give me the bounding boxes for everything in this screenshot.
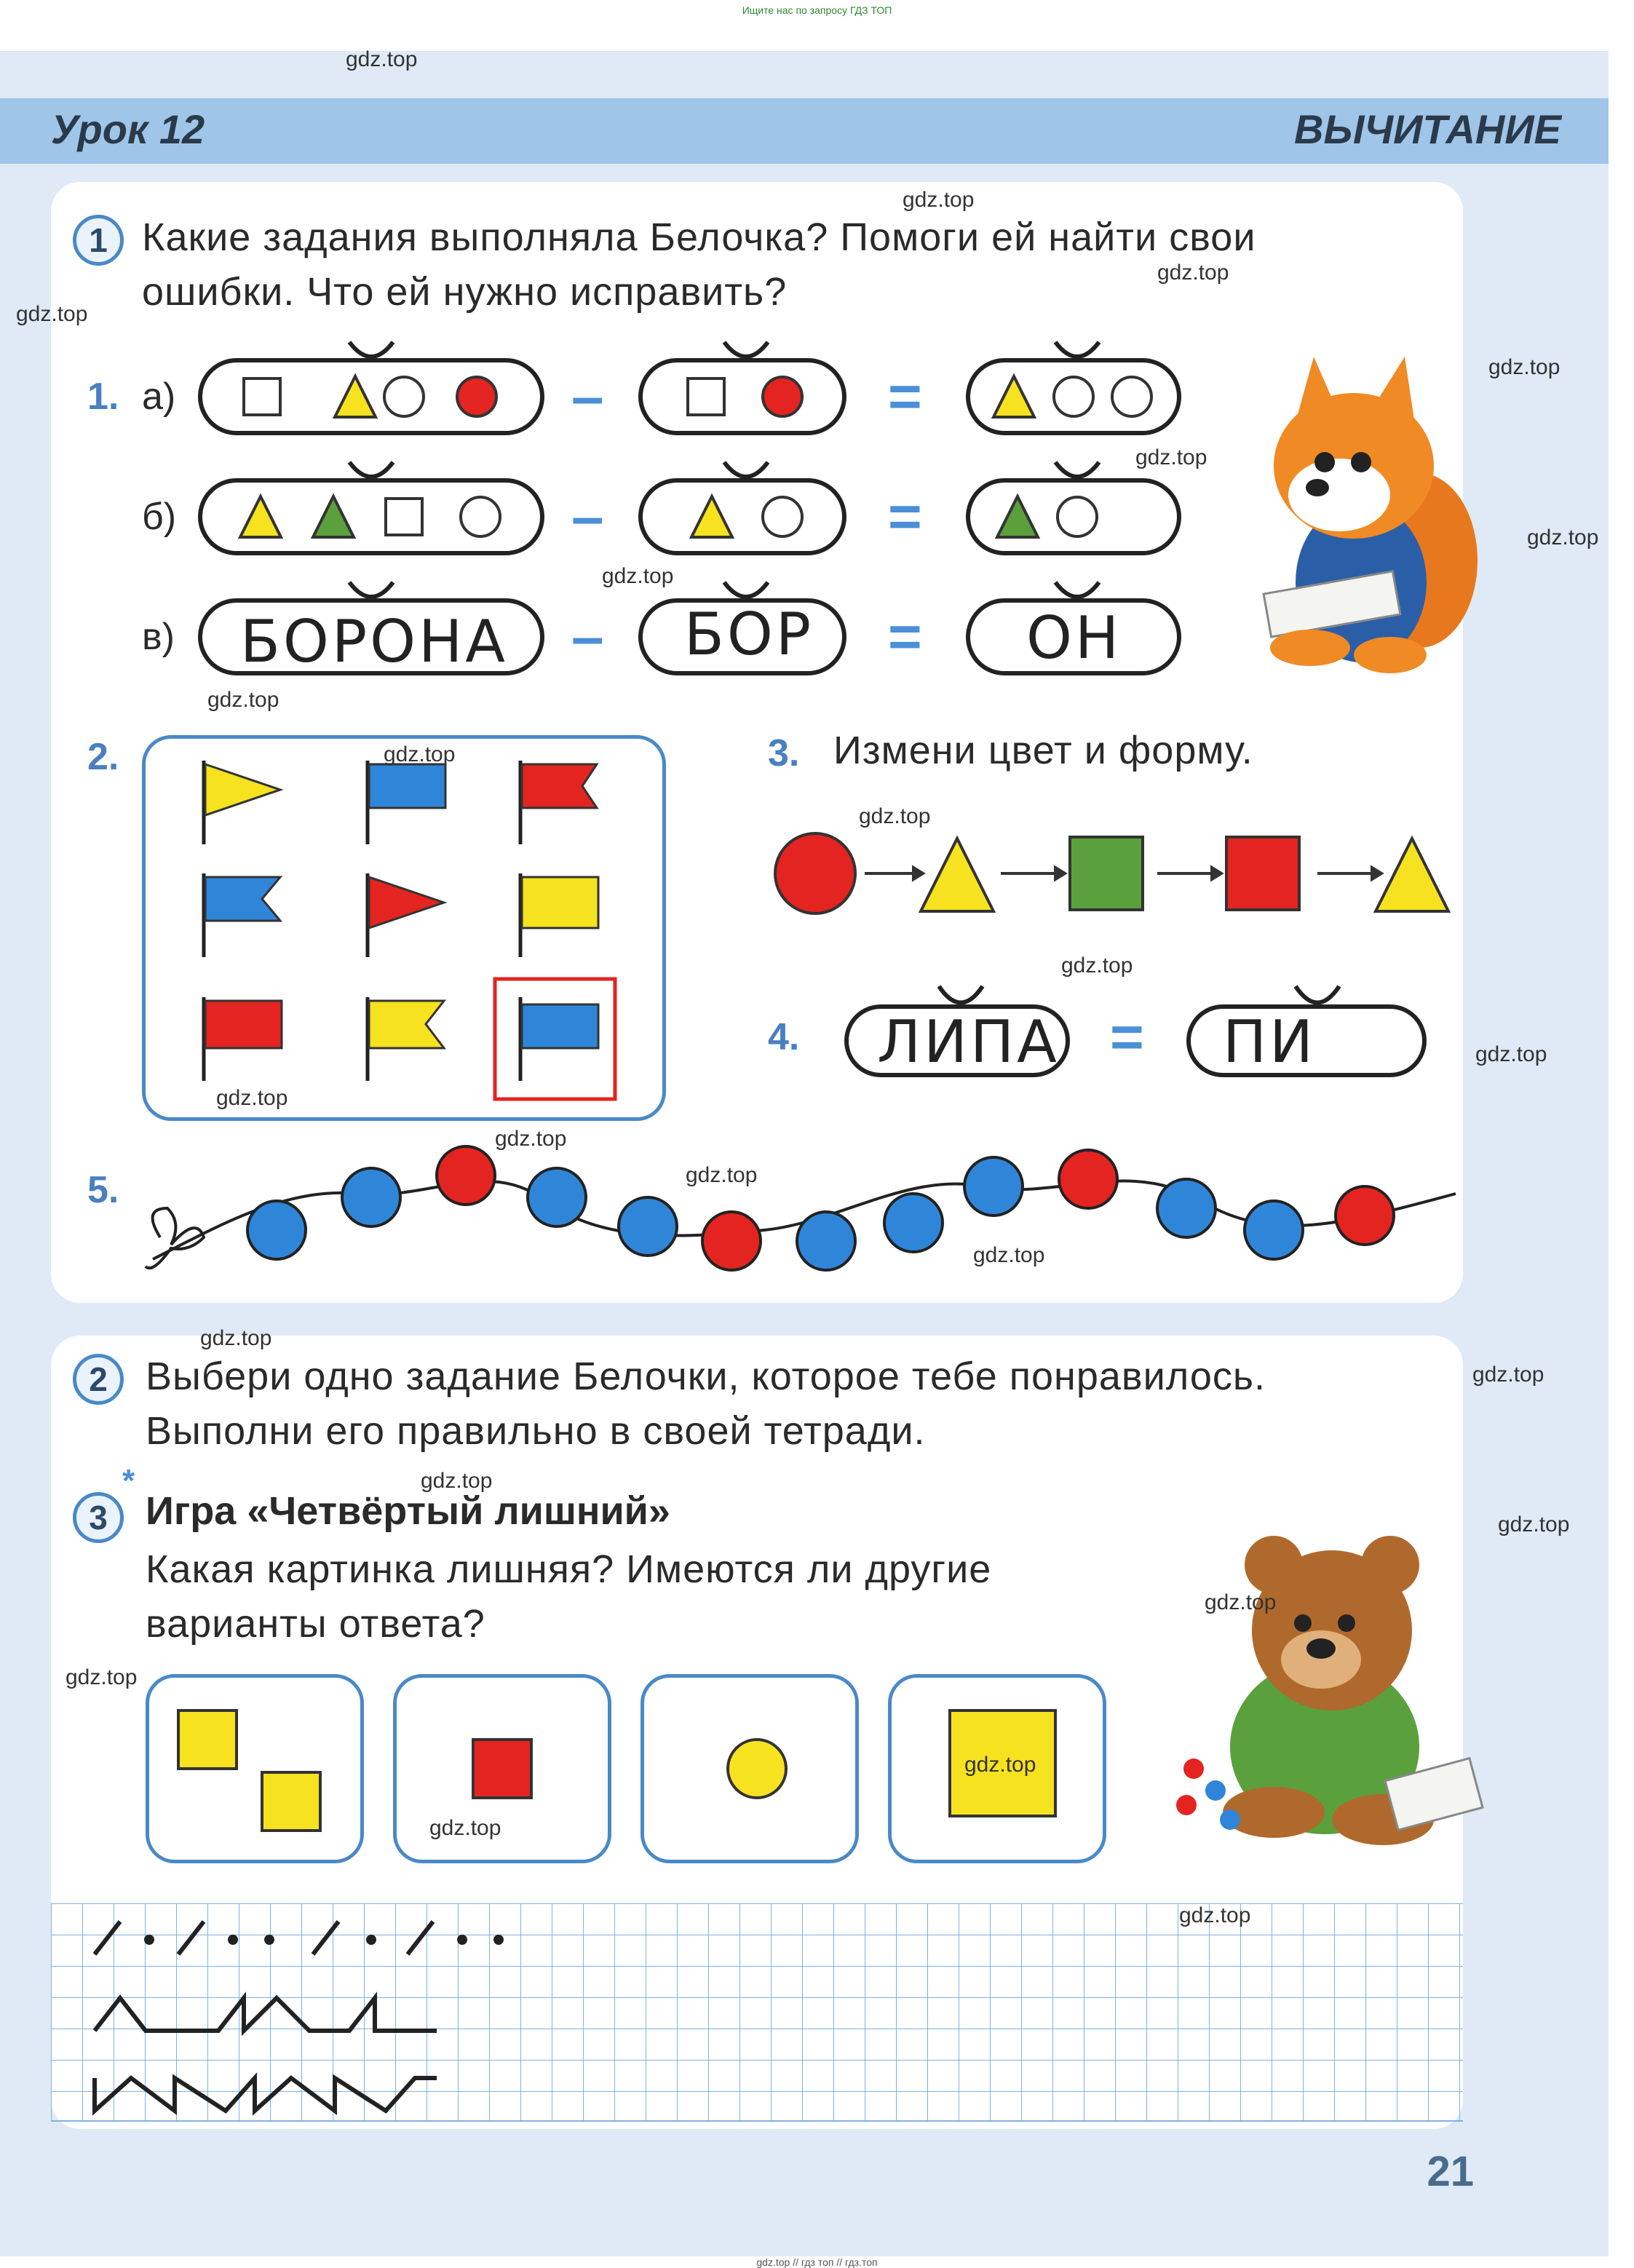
row-a-label: а) bbox=[142, 376, 176, 418]
watermark: gdz.top bbox=[1157, 261, 1229, 285]
page-number: 21 bbox=[1427, 2148, 1474, 2195]
watermark: gdz.top bbox=[973, 1243, 1045, 1267]
task3-number: 3 bbox=[73, 1492, 124, 1543]
watermark: gdz.top bbox=[1498, 1512, 1570, 1537]
watermark: gdz.top bbox=[602, 564, 674, 588]
equals-b: = bbox=[888, 484, 922, 549]
flags-grid bbox=[142, 735, 666, 1121]
watermark: gdz.top bbox=[421, 1469, 493, 1493]
word-on: ОН bbox=[1026, 604, 1122, 672]
color-shape-sequence bbox=[764, 822, 1456, 924]
bead-string bbox=[138, 1143, 1470, 1288]
watermark: gdz.top bbox=[16, 302, 88, 326]
word-bor: БОР bbox=[684, 600, 814, 668]
watermark: gdz.top bbox=[964, 1753, 1036, 1777]
task3-star: * bbox=[122, 1463, 135, 1499]
word-lipa: ЛИПА bbox=[877, 1008, 1060, 1076]
watermark: gdz.top bbox=[200, 1326, 272, 1350]
topic-title: ВЫЧИТАНИЕ bbox=[1294, 106, 1561, 152]
word-borona: БОРОНА bbox=[240, 608, 508, 675]
task2-line1: Выбери одно задание Белочки, которое тебе понравилось. bbox=[146, 1355, 1266, 1398]
watermark: gdz.top bbox=[1488, 355, 1560, 379]
watermark: gdz.top bbox=[384, 742, 456, 766]
minus-a: – bbox=[571, 364, 604, 429]
equals-v: = bbox=[888, 604, 922, 669]
top-notice: Ищите нас по запросу ГДЗ ТОП bbox=[742, 4, 892, 16]
watermark: gdz.top bbox=[1472, 1363, 1544, 1387]
equals-a: = bbox=[888, 364, 922, 429]
watermark: gdz.top bbox=[1475, 1042, 1547, 1066]
lesson-title: Урок 12 bbox=[51, 106, 205, 152]
watermark: gdz.top bbox=[216, 1086, 288, 1110]
bottom-notice: gdz.top // гдз топ // гдз.топ bbox=[756, 2256, 878, 2268]
watermark: gdz.top bbox=[1205, 1590, 1277, 1614]
task3-line1: Какая картинка лишняя? Имеются ли другие bbox=[146, 1547, 992, 1591]
watermark: gdz.top bbox=[66, 1665, 138, 1689]
task1-number: 1 bbox=[73, 215, 124, 266]
writing-grid bbox=[51, 1903, 1463, 2122]
row-v-label: в) bbox=[142, 616, 175, 658]
subtask2-number: 2. bbox=[87, 736, 119, 778]
minus-b: – bbox=[571, 484, 604, 549]
watermark: gdz.top bbox=[207, 688, 279, 712]
subtask4-number: 4. bbox=[768, 1016, 800, 1058]
picture-shapes bbox=[146, 1674, 1106, 1863]
minus-v: – bbox=[571, 604, 604, 669]
task3-title: Игра «Четвёртый лишний» bbox=[146, 1489, 670, 1533]
task1-text-line1: Какие задания выполняла Белочка? Помоги ей найти свои bbox=[142, 215, 1256, 259]
watermark: gdz.top bbox=[429, 1816, 501, 1840]
watermark: gdz.top bbox=[346, 47, 418, 71]
word-pi: ПИ bbox=[1223, 1008, 1316, 1076]
equals-4: = bbox=[1110, 1004, 1144, 1069]
subtask5-number: 5. bbox=[87, 1169, 119, 1211]
watermark: gdz.top bbox=[686, 1163, 758, 1187]
subtask3-number: 3. bbox=[768, 732, 800, 774]
watermark: gdz.top bbox=[1135, 445, 1207, 469]
fox-illustration bbox=[1252, 342, 1485, 677]
watermark: gdz.top bbox=[1527, 526, 1599, 550]
bear-illustration bbox=[1165, 1514, 1485, 1849]
task2-number: 2 bbox=[73, 1354, 124, 1405]
watermark: gdz.top bbox=[495, 1127, 567, 1151]
row-b-label: б) bbox=[142, 496, 177, 538]
task3-line2: варианты ответа? bbox=[146, 1602, 485, 1646]
task2-line2: Выполни его правильно в своей тетради. bbox=[146, 1409, 926, 1453]
watermark: gdz.top bbox=[1061, 953, 1133, 978]
watermark: gdz.top bbox=[859, 804, 931, 828]
task1-text-line2: ошибки. Что ей нужно исправить? bbox=[142, 270, 788, 314]
subtask3-text: Измени цвет и форму. bbox=[833, 729, 1253, 772]
watermark: gdz.top bbox=[903, 188, 975, 212]
subtask1-number: 1. bbox=[87, 376, 119, 418]
watermark: gdz.top bbox=[1179, 1903, 1251, 1927]
